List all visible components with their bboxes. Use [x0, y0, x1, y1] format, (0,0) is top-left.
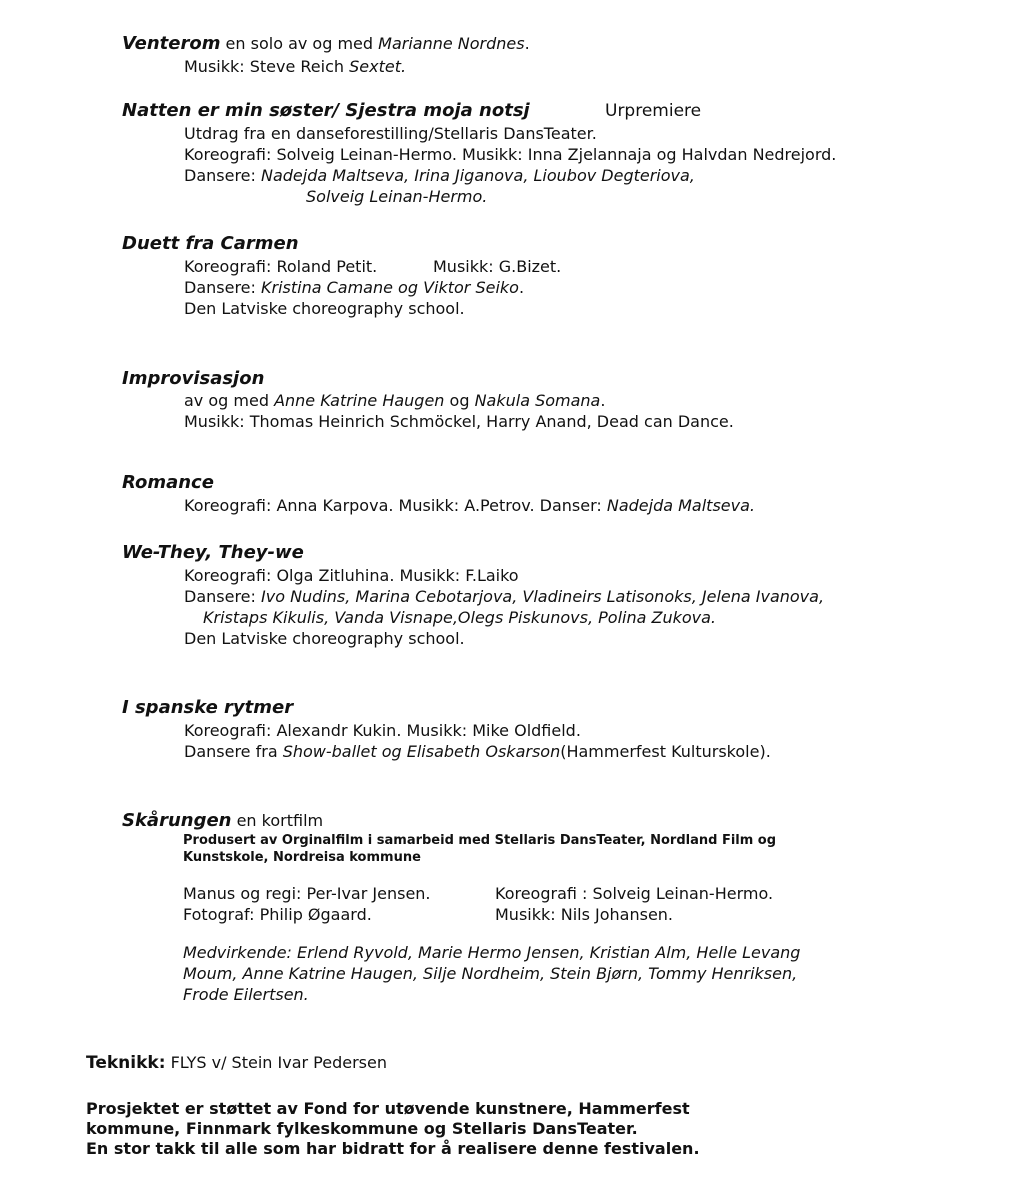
dancers-names: Show-ballet og Elisabeth Oskarson: [282, 742, 561, 761]
piece-title: Duett fra Carmen: [122, 233, 299, 254]
natten-line-2: Koreografi: Solveig Leinan-Hermo. Musikk: Inna Zjelannaja og Halvdan Nedrejord.: [184, 145, 837, 164]
skarungen-director: Manus og regi: Per-Ivar Jensen.: [183, 884, 431, 903]
venterom-music: [184, 56, 406, 77]
spanske-dancers: [184, 741, 771, 762]
spanske-credits: Koreografi: Alexandr Kukin. Musikk: Mike Oldfield.: [184, 721, 581, 740]
skarungen-cast-1: Medvirkende: Erlend Ryvold, Marie Hermo Jensen, Kristian Alm, Helle Levang: [183, 943, 801, 962]
support-line-2: kommune, Finnmark fylkeskommune og Stellaris DansTeater.: [86, 1119, 638, 1138]
duett-heading: [122, 233, 299, 254]
teknikk-value: FLYS v/ Stein Ivar Pedersen: [165, 1053, 387, 1072]
music-label: Musikk: Steve Reich: [184, 57, 350, 76]
piece-title: Skårungen: [122, 810, 232, 831]
dancers-label: Dansere:: [184, 166, 261, 185]
support-line-1: Prosjektet er støttet av Fond for utøvende kunstnere, Hammerfest: [86, 1099, 690, 1118]
piece-title: Venterom: [122, 33, 221, 54]
school-name: (Hammerfest Kulturskole).: [560, 742, 771, 761]
piece-title: Natten er min søster/ Sjestra moja notsj: [122, 100, 530, 121]
skarungen-cast-2: Moum, Anne Katrine Haugen, Silje Nordheim, Stein Bjørn, Tommy Henriksen,: [183, 964, 798, 983]
dancers-label: Dansere:: [184, 587, 261, 606]
natten-dancers: [184, 165, 695, 186]
punct: .: [518, 278, 525, 297]
dancers-names: Nadejda Maltseva, Irina Jiganova, Lioubov Degteriova,: [261, 166, 695, 185]
piece-subtitle: en kortfilm: [231, 811, 324, 830]
wethey-school: Den Latviske choreography school.: [184, 629, 465, 648]
skarungen-producer-2: Kunstskole, Nordreisa kommune: [183, 850, 421, 865]
dancers-label: Dansere fra: [184, 742, 283, 761]
premiere-badge: Urpremiere: [605, 101, 702, 121]
piece-title: We-They, They-we: [122, 542, 304, 563]
wethey-dancers-cont: Kristaps Kikulis, Vanda Visnape,Olegs Piskunovs, Polina Zukova.: [203, 608, 716, 627]
duett-choreo: Koreografi: Roland Petit.: [184, 257, 378, 276]
romance-credits: [184, 495, 755, 516]
performer-name: Marianne Nordnes: [378, 34, 525, 53]
text: og: [444, 391, 475, 410]
skarungen-producer-1: Produsert av Orginalfilm i samarbeid med Stellaris DansTeater, Nordland Film og: [183, 833, 777, 848]
wethey-credits: Koreografi: Olga Zitluhina. Musikk: F.Laiko: [184, 566, 519, 585]
performer-name: Anne Katrine Haugen: [274, 391, 445, 410]
skarungen-cast-3: Frode Eilertsen.: [183, 985, 309, 1004]
dancers-label: Dansere:: [184, 278, 261, 297]
impro-music: Musikk: Thomas Heinrich Schmöckel, Harry Anand, Dead can Dance.: [184, 412, 734, 431]
natten-heading: [122, 100, 530, 121]
wethey-heading: [122, 542, 304, 563]
dancers-names: Kristina Camane og Viktor Seiko: [261, 278, 519, 297]
skarungen-music: Musikk: Nils Johansen.: [495, 905, 674, 924]
wethey-dancers: [184, 586, 824, 607]
teknikk-line: [86, 1052, 387, 1074]
spanske-heading: [122, 697, 293, 718]
skarungen-heading: [122, 810, 323, 831]
duett-music: Musikk: G.Bizet.: [433, 257, 562, 276]
support-line-3: En stor takk til alle som har bidratt for å realisere denne festivalen.: [86, 1139, 700, 1158]
piece-title: Improvisasjon: [122, 368, 265, 389]
piece-title: I spanske rytmer: [122, 697, 294, 718]
natten-line-1: Utdrag fra en danseforestilling/Stellaris DansTeater.: [184, 124, 597, 143]
credits-text: Koreografi: Anna Karpova. Musikk: A.Petrov. Danser:: [184, 496, 607, 515]
punct: .: [524, 34, 530, 53]
performer-name: Nakula Somana: [474, 391, 601, 410]
venterom-heading: [122, 33, 530, 54]
skarungen-photo: Fotograf: Philip Øgaard.: [183, 905, 372, 924]
teknikk-label: Teknikk:: [86, 1053, 166, 1073]
music-work: Sextet.: [349, 57, 407, 76]
text: av og med: [184, 391, 275, 410]
dancers-names: Ivo Nudins, Marina Cebotarjova, Vladineirs Latisonoks, Jelena Ivanova,: [261, 587, 825, 606]
skarungen-choreo: Koreografi : Solveig Leinan-Hermo.: [495, 884, 774, 903]
duett-school: Den Latviske choreography school.: [184, 299, 465, 318]
piece-title: Romance: [122, 472, 214, 493]
punct: .: [600, 391, 606, 410]
impro-heading: [122, 368, 264, 389]
piece-subtitle: en solo av og med: [220, 34, 379, 53]
dancer-name: Nadejda Maltseva.: [606, 496, 755, 515]
impro-performers: [184, 390, 605, 411]
duett-dancers: [184, 277, 524, 298]
natten-dancers-cont: Solveig Leinan-Hermo.: [306, 187, 488, 206]
romance-heading: [122, 472, 214, 493]
